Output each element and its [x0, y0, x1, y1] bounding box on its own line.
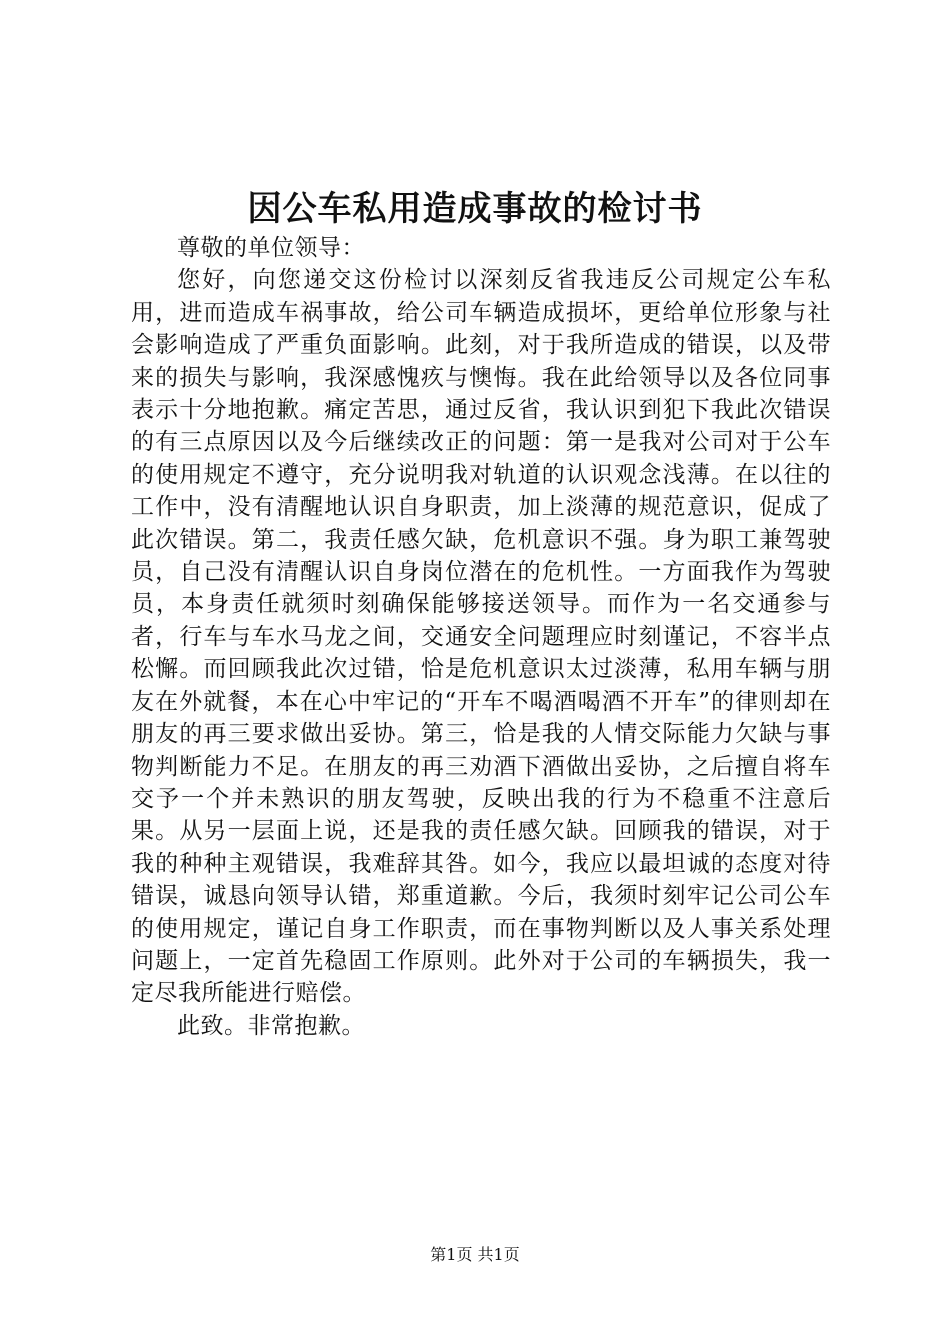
page-footer: 第1页 共1页 — [430, 1245, 520, 1264]
body-paragraph: 您好，向您递交这份检讨以深刻反省我违反公司规定公车私用，进而造成车祸事故，给公司车辆造成损坏，更给单位形象与社会影响造成了严重负面影响。此刻，对于我所造成的错误，以及带来的损失与影响，我深感愧疚与懊悔。我在此给领导以及各位同事表示十分地抱歉。痛定苦思，通过反省，我认识到犯下我此次错误的有三点原因以及今后继续改正的问题：第一是我对公司对于公车的使用规定不遵守，充分说明我对轨道的认识观念浅薄。在以往的工作中，没有清醒地认识自身职责，加上淡薄的规范意识，促成了此次错误。第二，我责任感欠缺，危机意识不强。身为职工兼驾驶员，自己没有清醒认识自身岗位潜在的危机性。一方面我作为驾驶员，本身责任就须时刻确保能够接送领导。而作为一名交通参与者，行车与车水马龙之间，交通安全问题理应时刻谨记，不容半点松懈。而回顾我此次过错，恰是危机意识太过淡薄，私用车辆与朋友在外就餐，本在心中牢记的“开车不喝酒喝酒不开车”的律则却在朋友的再三要求做出妥协。第三，恰是我的人情交际能力欠缺与事物判断能力不足。在朋友的再三劝酒下酒做出妥协，之后擅自将车交予一个并未熟识的朋友驾驶，反映出我的行为不稳重不注意后果。从另一层面上说，还是我的责任感欠缺。回顾我的错误，对于我的种种主观错误，我难辞其咎。如今，我应以最坦诚的态度对待错误，诚恳向领导认错，郑重道歉。今后，我须时刻牢记公司公车的使用规定，谨记自身工作职责，而在事物判断以及人事关系处理问题上，一定首先稳固工作原则。此外对于公司的车辆损失，我一定尽我所能进行赔偿。 — [131, 267, 831, 1007]
document-body — [131, 232, 831, 1042]
salutation: 尊敬的单位领导： — [177, 235, 365, 261]
closing: 此致。非常抱歉。 — [177, 1012, 365, 1039]
document-title: 因公车私用造成事故的检讨书 — [247, 189, 703, 229]
